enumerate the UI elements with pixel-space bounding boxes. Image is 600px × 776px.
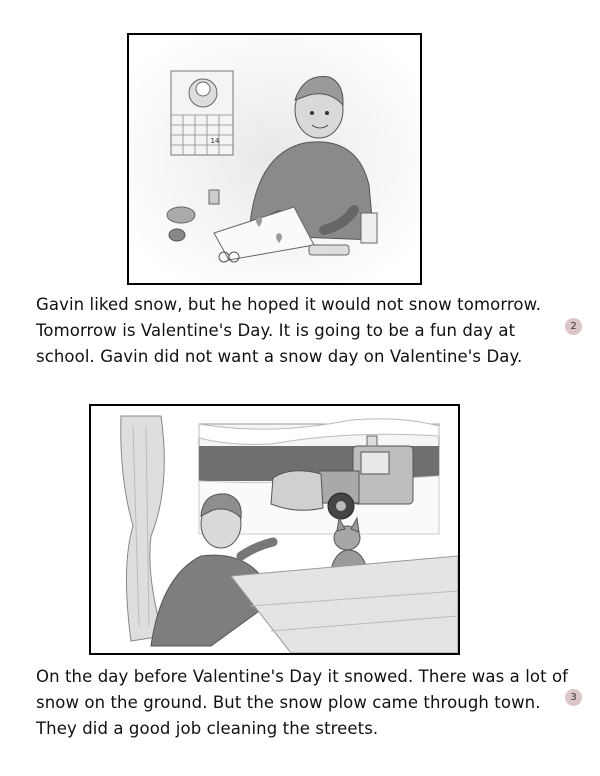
story-line: snow on the ground. But the snow plow came through town. [36,693,541,712]
illustration-snow-plow-window [89,404,460,655]
calendar-date: 14 [210,137,220,145]
story-line: school. Gavin did not want a snow day on Valentine's Day. [36,347,523,366]
page-number-badge: 2 [565,318,582,335]
story-line: Gavin liked snow, but he hoped it would not snow tomorrow. [36,295,542,314]
story-paragraph-page-3 [36,664,569,742]
illustration-boy-making-valentines [127,33,422,285]
story-paragraph-page-2 [36,292,556,370]
story-line: Tomorrow is Valentine's Day. It is going to be a fun day at [36,321,516,340]
story-line: On the day before Valentine's Day it snowed. There was a lot of [36,667,569,686]
story-line: They did a good job cleaning the streets. [36,719,379,738]
page-number-badge: 3 [565,689,582,706]
calendar-image [171,71,233,155]
